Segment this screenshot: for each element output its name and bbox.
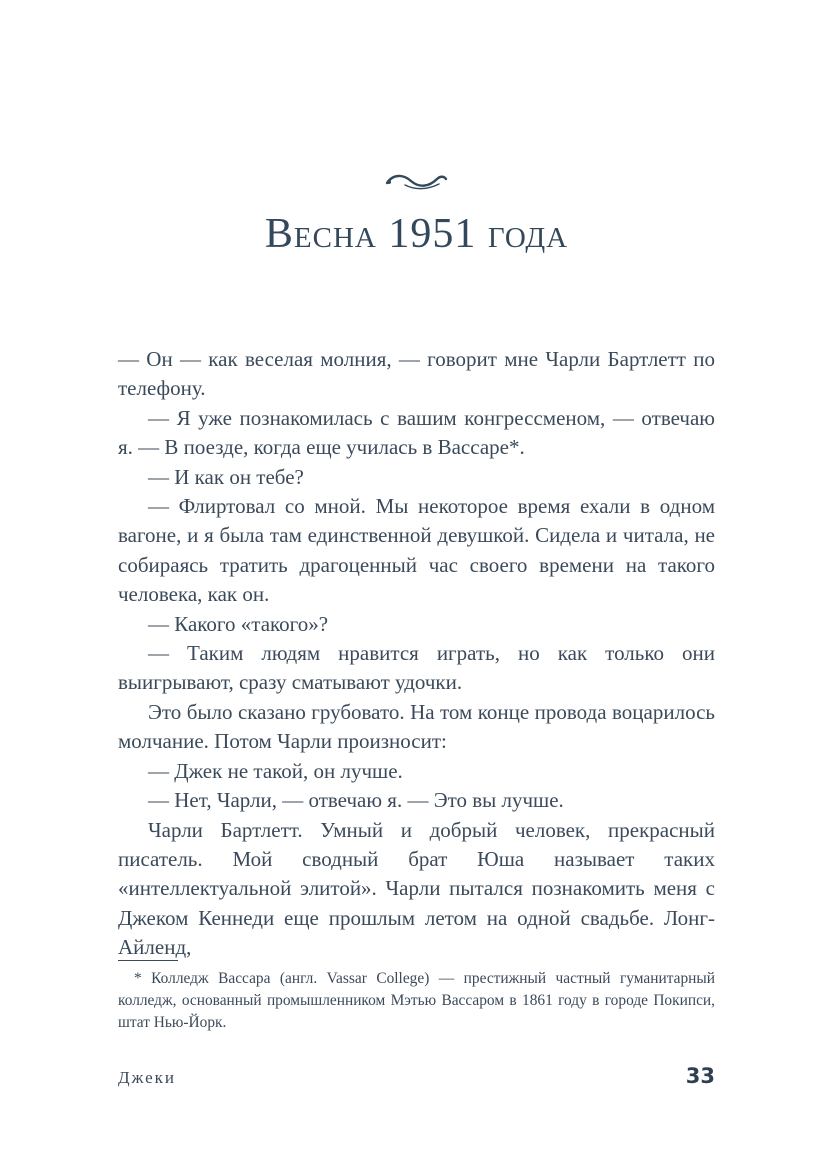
body-text [118,345,715,963]
paragraph: — Нет, Чарли, — отвечаю я. — Это вы лучше. [148,788,564,813]
paragraph: Это было сказано грубовато. На том конце провода воцарилось молчание. Потом Чарли произносит: [118,699,715,754]
paragraph: — Таким людям нравится играть, но как только они выигрывают, сразу сматывают удочки. [118,641,715,695]
running-head: Джеки [118,1068,177,1087]
paragraph: — Какого «такого»? [148,611,329,636]
paragraph: — Я уже познакомилась с вашим конгрессменом, — отвечаю я. — В поезде, когда еще училась в Вассаре*. [118,405,715,460]
paragraph: — Он — как веселая молния, — говорит мне Чарли Бартлетт по телефону. [118,347,715,401]
footnote: * Колледж Вассара (англ. Vassar College) — престижный частный гуманитарный колледж, основанный промышленником Мэтью Вассаром в 1861 году в городе Покипси, штат Нью-Йорк. [118,970,715,1031]
paragraph: Чарли Бартлетт. Умный и добрый человек, прекрасный писатель. Мой сводный брат Юша называет таких «интеллектуальной элитой». Чарли пытался познакомить меня с Джеком Кеннеди еще прошлым летом на одной свадьбе. Лонг-Айленд, [118,817,715,960]
footnote-divider [118,960,178,961]
paragraph: — Джек не такой, он лучше. [148,758,403,783]
chapter-title: Весна 1951 года [264,211,569,257]
page-number: 33 [685,1064,715,1088]
paragraph: — И как он тебе? [148,464,304,489]
paragraph: — Флиртовал со мной. Мы некоторое время ехали в одном вагоне, и я была там единственной девушкой. Сидела и читала, не собираясь тратить драгоценный час своего времени на такого человека, как он. [118,494,715,607]
flourish-ornament-icon [385,170,449,192]
